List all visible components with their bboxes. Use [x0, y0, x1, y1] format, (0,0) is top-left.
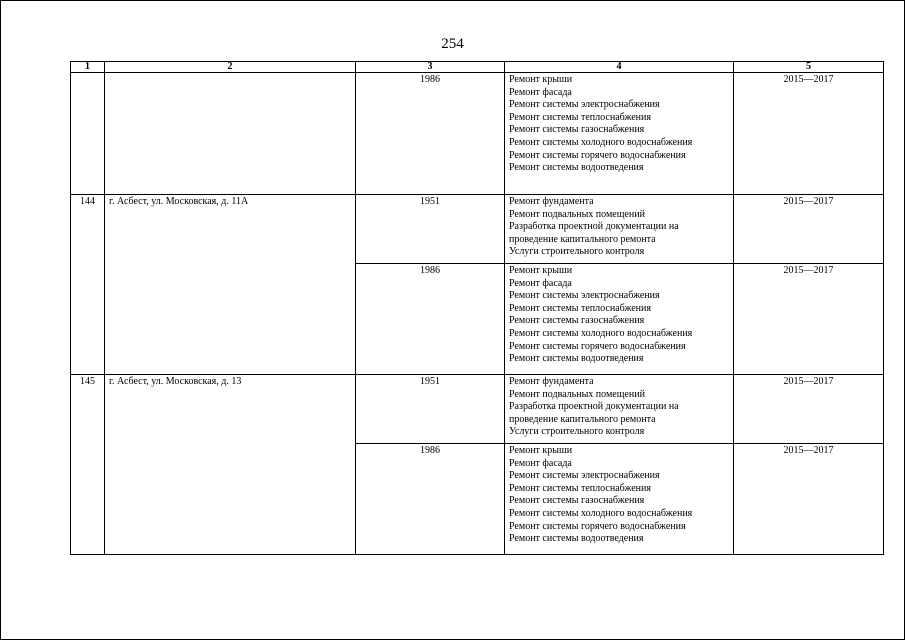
work-item: Ремонт системы газоснабжения [509, 124, 645, 136]
work-item: Ремонт фундамента [509, 196, 594, 207]
table-row [71, 195, 884, 264]
column-header: 2 [105, 62, 356, 73]
work-item: Ремонт системы водоотведения [509, 162, 644, 174]
work-item: Ремонт системы электроснабжения [509, 290, 660, 302]
row-number: 145 [71, 375, 105, 555]
column-header: 3 [356, 62, 505, 73]
house-address: г. Асбест, ул. Московская, д. 13 [105, 375, 356, 555]
work-item: Ремонт системы водоотведения [509, 353, 644, 365]
work-item: Ремонт фасада [509, 457, 572, 469]
house-address: г. Асбест, ул. Московская, д. 11А [105, 195, 356, 375]
table-row [71, 375, 884, 444]
work-item: Ремонт системы горячего водоснабжения [509, 520, 686, 532]
year-built: 1951 [356, 195, 505, 264]
work-item: Разработка проектной документации на [509, 221, 679, 233]
work-item: Ремонт системы водоотведения [509, 533, 644, 545]
works-list [505, 73, 734, 195]
repair-period: 2015—2017 [734, 195, 884, 264]
repair-period: 2015—2017 [734, 264, 884, 375]
year-built: 1986 [356, 264, 505, 375]
repair-period: 2015—2017 [734, 73, 884, 195]
year-built: 1951 [356, 375, 505, 444]
work-item: проведение капитального ремонта [509, 233, 656, 245]
work-item: Ремонт фундамента [509, 376, 594, 387]
work-item: Ремонт системы горячего водоснабжения [509, 340, 686, 352]
work-item: Ремонт системы горячего водоснабжения [509, 149, 686, 161]
repair-period: 2015—2017 [734, 444, 884, 555]
works-list [505, 195, 734, 264]
works-list [505, 444, 734, 555]
work-item: Ремонт системы теплоснабжения [509, 482, 651, 494]
repair-period: 2015—2017 [734, 375, 884, 444]
work-item: Ремонт крыши [509, 265, 573, 276]
work-item: Ремонт системы электроснабжения [509, 470, 660, 482]
year-built: 1986 [356, 73, 505, 195]
column-header: 5 [734, 62, 884, 73]
work-item: Разработка проектной документации на [509, 401, 679, 413]
work-item: Ремонт системы теплоснабжения [509, 111, 651, 123]
work-item: Услуги строительного контроля [509, 246, 645, 258]
work-item: Ремонт системы холодного водоснабжения [509, 507, 693, 519]
work-item: Ремонт крыши [509, 445, 573, 456]
row-number: 144 [71, 195, 105, 375]
work-item: Ремонт подвальных помещений [509, 208, 645, 220]
table-row [71, 73, 884, 195]
works-list [505, 375, 734, 444]
header-row [71, 62, 884, 73]
house-address [105, 73, 356, 195]
work-item: Ремонт системы газоснабжения [509, 495, 645, 507]
column-header: 1 [71, 62, 105, 73]
work-item: Ремонт фасада [509, 277, 572, 289]
work-item: Услуги строительного контроля [509, 426, 645, 438]
work-item: Ремонт системы холодного водоснабжения [509, 136, 693, 148]
row-number [71, 73, 105, 195]
year-built: 1986 [356, 444, 505, 555]
work-item: Ремонт подвальных помещений [509, 388, 645, 400]
work-item: Ремонт системы теплоснабжения [509, 302, 651, 314]
work-item: Ремонт крыши [509, 74, 573, 85]
work-item: Ремонт системы газоснабжения [509, 315, 645, 327]
work-item: Ремонт фасада [509, 86, 572, 98]
repair-schedule-table [70, 61, 884, 555]
works-list [505, 264, 734, 375]
page-number: 254 [441, 36, 464, 52]
work-item: проведение капитального ремонта [509, 413, 656, 425]
column-header: 4 [505, 62, 734, 73]
work-item: Ремонт системы холодного водоснабжения [509, 327, 693, 339]
work-item: Ремонт системы электроснабжения [509, 99, 660, 111]
